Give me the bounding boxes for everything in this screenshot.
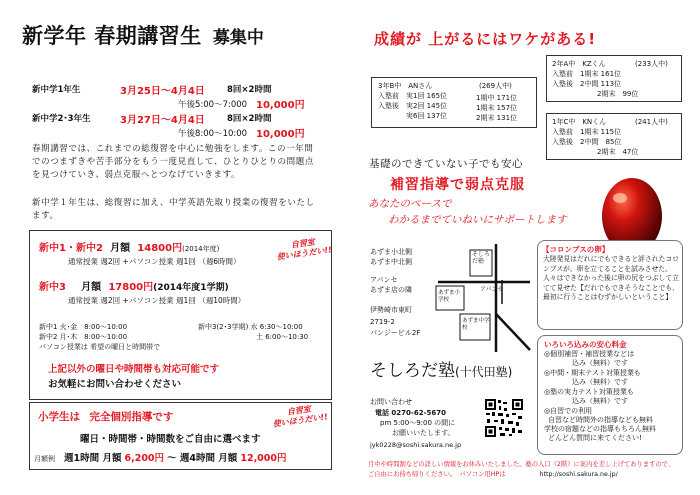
pace-line-2: わかるまでていねいにサポートします: [388, 214, 567, 226]
schedule-left-2: 新中2 月･木 8:00～10:00: [39, 333, 128, 341]
row1-grade: 新中学1年生: [32, 85, 81, 95]
footer-line-2: ご自由にお持ち帰りください。 パソコン用HPは http://soshi.sakura.ne.jp/: [368, 471, 618, 478]
plan-2-detail: 通常授業 週2回 +パソコン授業 週1回 （週10時間）: [68, 296, 246, 305]
columbus-body: 大陸発見はだれにでもできると評されたコロンブスが、卵を立てることを試みさせた。人々はできなかった後に卵の尻をつぶして立てて見せた【だれでもできそうなことでも、最初に行うことはむずかしいということ】: [543, 255, 679, 301]
contact-hours: pm 5:00～9:00 の間に: [380, 419, 456, 427]
schedule-note: パソコン授業は 希望の曜日と時間帯で: [39, 343, 161, 351]
self-study-stamp-2: 自習室 使いほうだい!!: [272, 404, 329, 429]
intro-paragraph: 春期講習では、これまでの総復習を中心に勉強をします。この一年間でのつまずきや苦手部分をもう一度見直して、ひとりひとりの問題点を見つけていき、弱点克服へとつなげていきます。: [32, 144, 314, 180]
pricing-title: いろいろ込みの安心料金: [544, 340, 627, 349]
row1-dates: 3月25日～4月4日: [120, 86, 205, 97]
contact-email: jyk0228@soshi.sakura.ne.jp: [370, 441, 462, 449]
self-study-stamp-1: 自習室 使いほうだい!!: [276, 237, 333, 262]
map-label-7: パンジービル2F: [370, 329, 421, 337]
row1-sessions: 8回×2時間: [227, 85, 272, 95]
map-label-5: 伊勢崎市東町: [370, 306, 412, 314]
map-shop-label: そしろだ塾: [472, 251, 491, 265]
map-label-1: あずま小北側: [370, 248, 412, 256]
map-azuma-sho: あずま小学校: [438, 290, 461, 303]
plan-2-line: 新中3 月額 17800円(2014年度1学期): [39, 282, 229, 293]
columbus-box: [537, 240, 683, 330]
contact-heading: お問い合わせ: [370, 398, 412, 406]
schedule-right-2: 土 6:00～10:30: [256, 333, 309, 341]
right-headline: 成績が 上がるにはワケがある!: [374, 30, 597, 48]
elementary-example: 月額例 週1時間 月額 6,200円 ～ 週4時間 月額 12,000円: [34, 453, 287, 464]
remedial-heading: 補習指導で弱点克服: [390, 177, 525, 193]
elementary-heading: 小学生は 完全個別指導です: [38, 411, 174, 423]
student-b-card: 2年A中 KZくん (233人中) 入塾前 1期末 161位 入塾後 2中間 113位 2期末 99位: [546, 55, 682, 102]
plan-1-line: 新中1・新中2 月額 14800円(2014年度): [39, 243, 220, 254]
map-azuma-chu: あずま中学校: [462, 318, 490, 331]
homepage-link[interactable]: http://soshi.sakura.ne.jp/: [539, 471, 618, 478]
row2-grade: 新中学2･3年生: [32, 114, 91, 124]
columbus-title: 【コロンブスの卵】: [542, 245, 610, 254]
student-a-card: 3年B中 ANさん (269人中) 入塾前 実1回 165位 入塾後 実2回 145位 実6回 137位 1期中 171位 1期末 157位 2期末 131位: [371, 77, 537, 128]
row2-dates: 3月27日～4月4日: [120, 115, 205, 126]
contact-note: お気軽にお問い合わせください: [48, 379, 182, 390]
footer-line-1: 月中や時間割などの詳しい情報をお休みいたしました。塾の入口（2階）に案内を差し上げてありますので、: [368, 461, 675, 468]
map-label-2: あずま中北側: [370, 258, 412, 266]
recruit-label: 募集中: [212, 28, 264, 48]
contact-hours-2: お願いいたします。: [392, 429, 455, 437]
school-name: そしろだ塾(十代田塾): [370, 361, 513, 381]
row2-sessions: 8回×2時間: [227, 114, 272, 124]
basics-safe: 基礎のできていない子でも安心: [369, 158, 523, 170]
elementary-box: [29, 402, 332, 470]
map-apanse-label: アパンセ: [480, 286, 504, 293]
pricing-box: いろいろ込みの安心料金 ◎個別補習・補習授業などは 込み（無料）です ◎中間・期末テスト対策授業も 込み（無料）です ◎塾の実力テスト対策授業も 込み（無料）です ◎自習での利用 自習など時間外の指導なども無料 学校の宿題などの指導もちろん無料 どんどん質問に来てください!: [537, 335, 683, 455]
map-label-4: あずま店の隣: [370, 286, 412, 294]
pace-line-1: あなたのペースで: [368, 198, 452, 210]
schedule-left-1: 新中1 火･金 8:00～10:00: [39, 323, 128, 331]
schedule-right-1: 新中3(2･3学期) 水 6:30～10:00: [198, 323, 303, 331]
contact-tel: 電話 0270-62-5670: [375, 409, 446, 417]
middle-school-box: [29, 230, 332, 400]
row1-price: 10,000円: [256, 100, 305, 111]
student-c-card: 1年C中 KNくん (241人中) 入塾前 1期末 115位 入塾後 2中間 85位 2期末 47位: [546, 113, 682, 160]
map-label-3: アパンセ: [370, 276, 398, 284]
row1-time: 午後5:00～7:000: [178, 100, 248, 110]
row2-price: 10,000円: [256, 129, 305, 140]
row2-time: 午後8:00～10:00: [178, 129, 248, 139]
plan-1-detail: 通常授業 週2回 +パソコン授業 週1回 （週6時間）: [68, 257, 241, 266]
flexible-note: 上記以外の曜日や時間帯も対応可能です: [48, 364, 220, 375]
new-grade-paragraph: 新中学１年生は、総復習に加え、中学英語先取り授業の復習をいたします。: [32, 198, 315, 221]
page-title: 新学年 春期講習生 募集中: [22, 24, 264, 48]
elementary-free-note: 曜日・時間帯・時間数をご自由に選べます: [80, 434, 261, 445]
qr-code[interactable]: [484, 398, 524, 438]
map-label-6: 2719-2: [370, 318, 395, 326]
